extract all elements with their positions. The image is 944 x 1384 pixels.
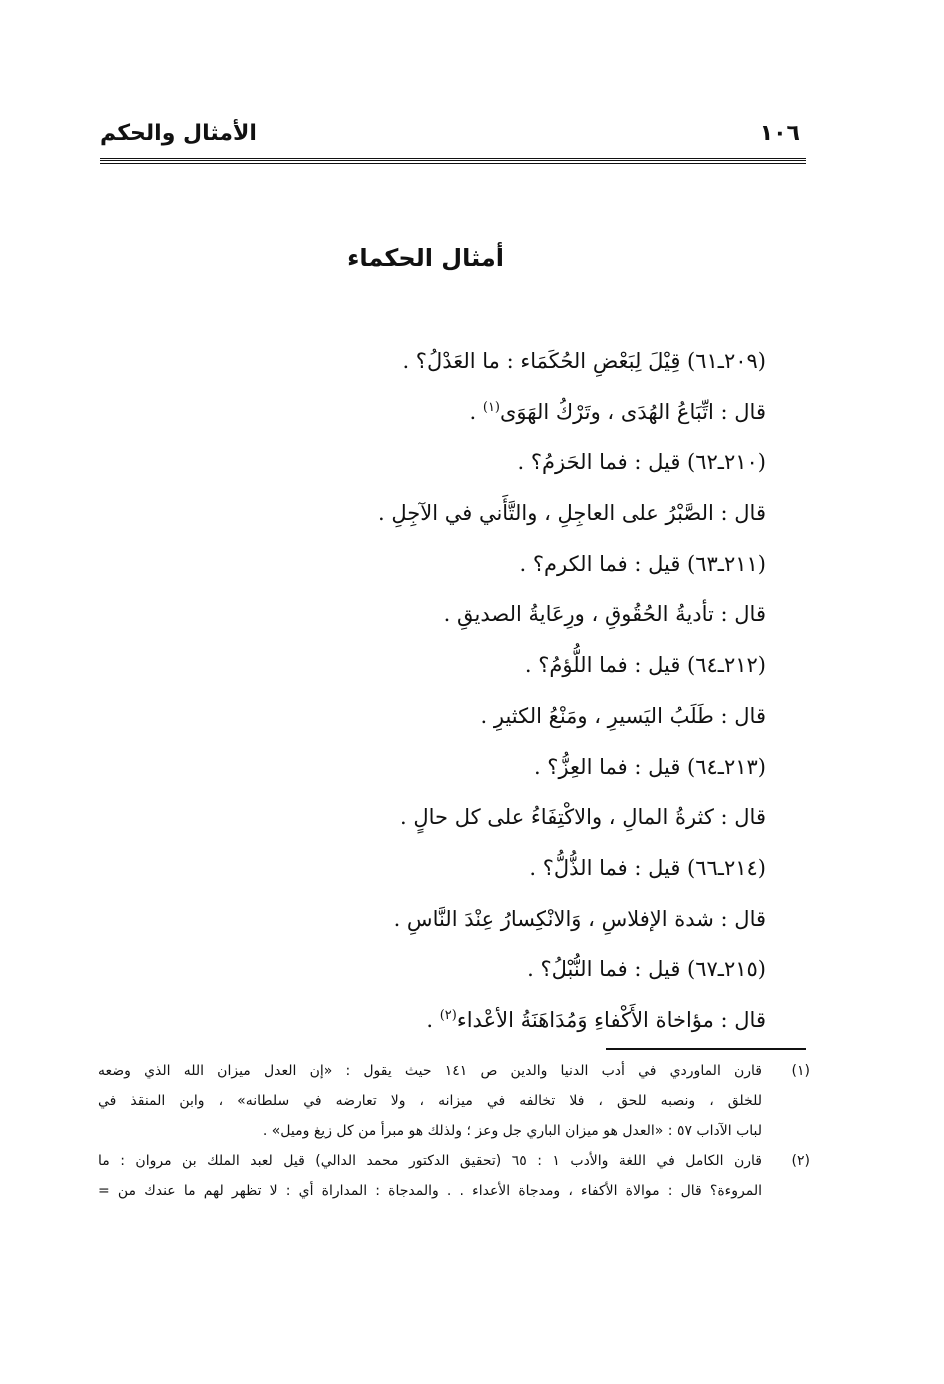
footnote-line: المروءة؟ قال : موالاة الأكفاء ، ومدجاة الأعداء . . والمدجاة : المداراة أي : لا تظهر لهم ما عندك من = bbox=[98, 1183, 762, 1199]
proverb-answer-end: . bbox=[469, 399, 483, 424]
proverb-answer: قال : كثرةُ المالِ ، والاكْتِفَاءُ على كل حالٍ . bbox=[400, 805, 766, 830]
proverb-question: (٢١١ـ٦٣) قيل : فما الكرم؟ . bbox=[519, 551, 766, 576]
proverb-question: (٢١٤ـ٦٦) قيل : فما الذُّلُّ؟ . bbox=[529, 855, 766, 880]
footnote-line: قارن الماوردي في أدب الدنيا والدين ص ١٤١ حيث يقول : «إن العدل ميزان الله الذي وضعه bbox=[98, 1063, 762, 1079]
header-rule bbox=[100, 158, 806, 164]
proverb-answer: قال : تأديةُ الحُقُوقِ ، ورِعَايةُ الصديقِ . bbox=[443, 602, 766, 627]
section-title: أمثال الحكماء bbox=[347, 244, 504, 272]
footnote bbox=[98, 1056, 810, 1146]
footnotes bbox=[98, 1056, 810, 1206]
page-number: ١٠٦ bbox=[759, 121, 800, 146]
footnote bbox=[98, 1146, 810, 1206]
proverb-question: (٢١٣ـ٦٤) قيل : فما العِزُّ؟ . bbox=[533, 754, 766, 779]
footnote-line: للخلق ، ونصبه للحق ، فلا تخالفه في ميزانه ، ولا تعارضه في سلطانه» ، وابن المنقذ في bbox=[98, 1093, 762, 1109]
proverb-answer-end: . bbox=[426, 1007, 440, 1032]
proverb-answer: قال : الصَّبْرُ على العاجِلِ ، والتَّأَني في الآجِلِ . bbox=[378, 501, 766, 526]
footnote-marker: (١) bbox=[482, 399, 500, 415]
proverb-list bbox=[330, 336, 766, 1046]
proverb-question: (٢١٠ـ٦٢) قيل : فما الحَزمُ؟ . bbox=[517, 450, 766, 475]
proverb-answer bbox=[330, 387, 766, 438]
proverb-question: (٢٠٩ـ٦١) قِيْلَ لِبَعْضِ الحُكَمَاء : ما العَدْلُ؟ . bbox=[402, 349, 766, 373]
proverb-answer: قال : طَلَبُ اليَسيرِ ، ومَنْعُ الكثيرِ . bbox=[480, 703, 766, 728]
footnote-line: قارن الكامل في اللغة والأدب ١ : ٦٥ (تحقيق الدكتور محمد الدالي) قيل لعبد الملك بن مروان : ما bbox=[98, 1153, 762, 1169]
footnote-number: (١) bbox=[791, 1063, 810, 1079]
footnote-body bbox=[98, 1146, 762, 1206]
footnote-marker: (٢) bbox=[439, 1007, 457, 1023]
proverb-answer bbox=[330, 995, 766, 1046]
footnote-line: لباب الآداب ٥٧ : «العدل هو ميزان الباري جل وعز ؛ ولذلك هو مبرأ من كل زيغ وميل» . bbox=[262, 1123, 762, 1139]
footnote-number: (٢) bbox=[791, 1153, 810, 1169]
proverb-answer-text: قال : اتِّبَاعُ الهُدَى ، وتَرْكُ الهَوَى bbox=[500, 399, 766, 424]
running-title: الأمثال والحكم bbox=[100, 121, 257, 146]
proverb-question: (٢١٥ـ٦٧) قيل : فما النُّبْلُ؟ . bbox=[527, 957, 766, 982]
footnote-rule bbox=[606, 1048, 806, 1050]
footnote-body bbox=[98, 1056, 762, 1146]
proverb-answer: قال : شدة الإفلاسِ ، وَالانْكِسارُ عِنْدَ النَّاسِ . bbox=[393, 906, 766, 931]
running-header bbox=[100, 116, 804, 152]
proverb-question: (٢١٢ـ٦٤) قيل : فما اللُّؤمُ؟ . bbox=[524, 653, 766, 678]
proverb-answer-text: قال : مؤاخاة الأَكْفاءِ وَمُدَاهَنَةُ الأعْداء bbox=[456, 1007, 766, 1032]
